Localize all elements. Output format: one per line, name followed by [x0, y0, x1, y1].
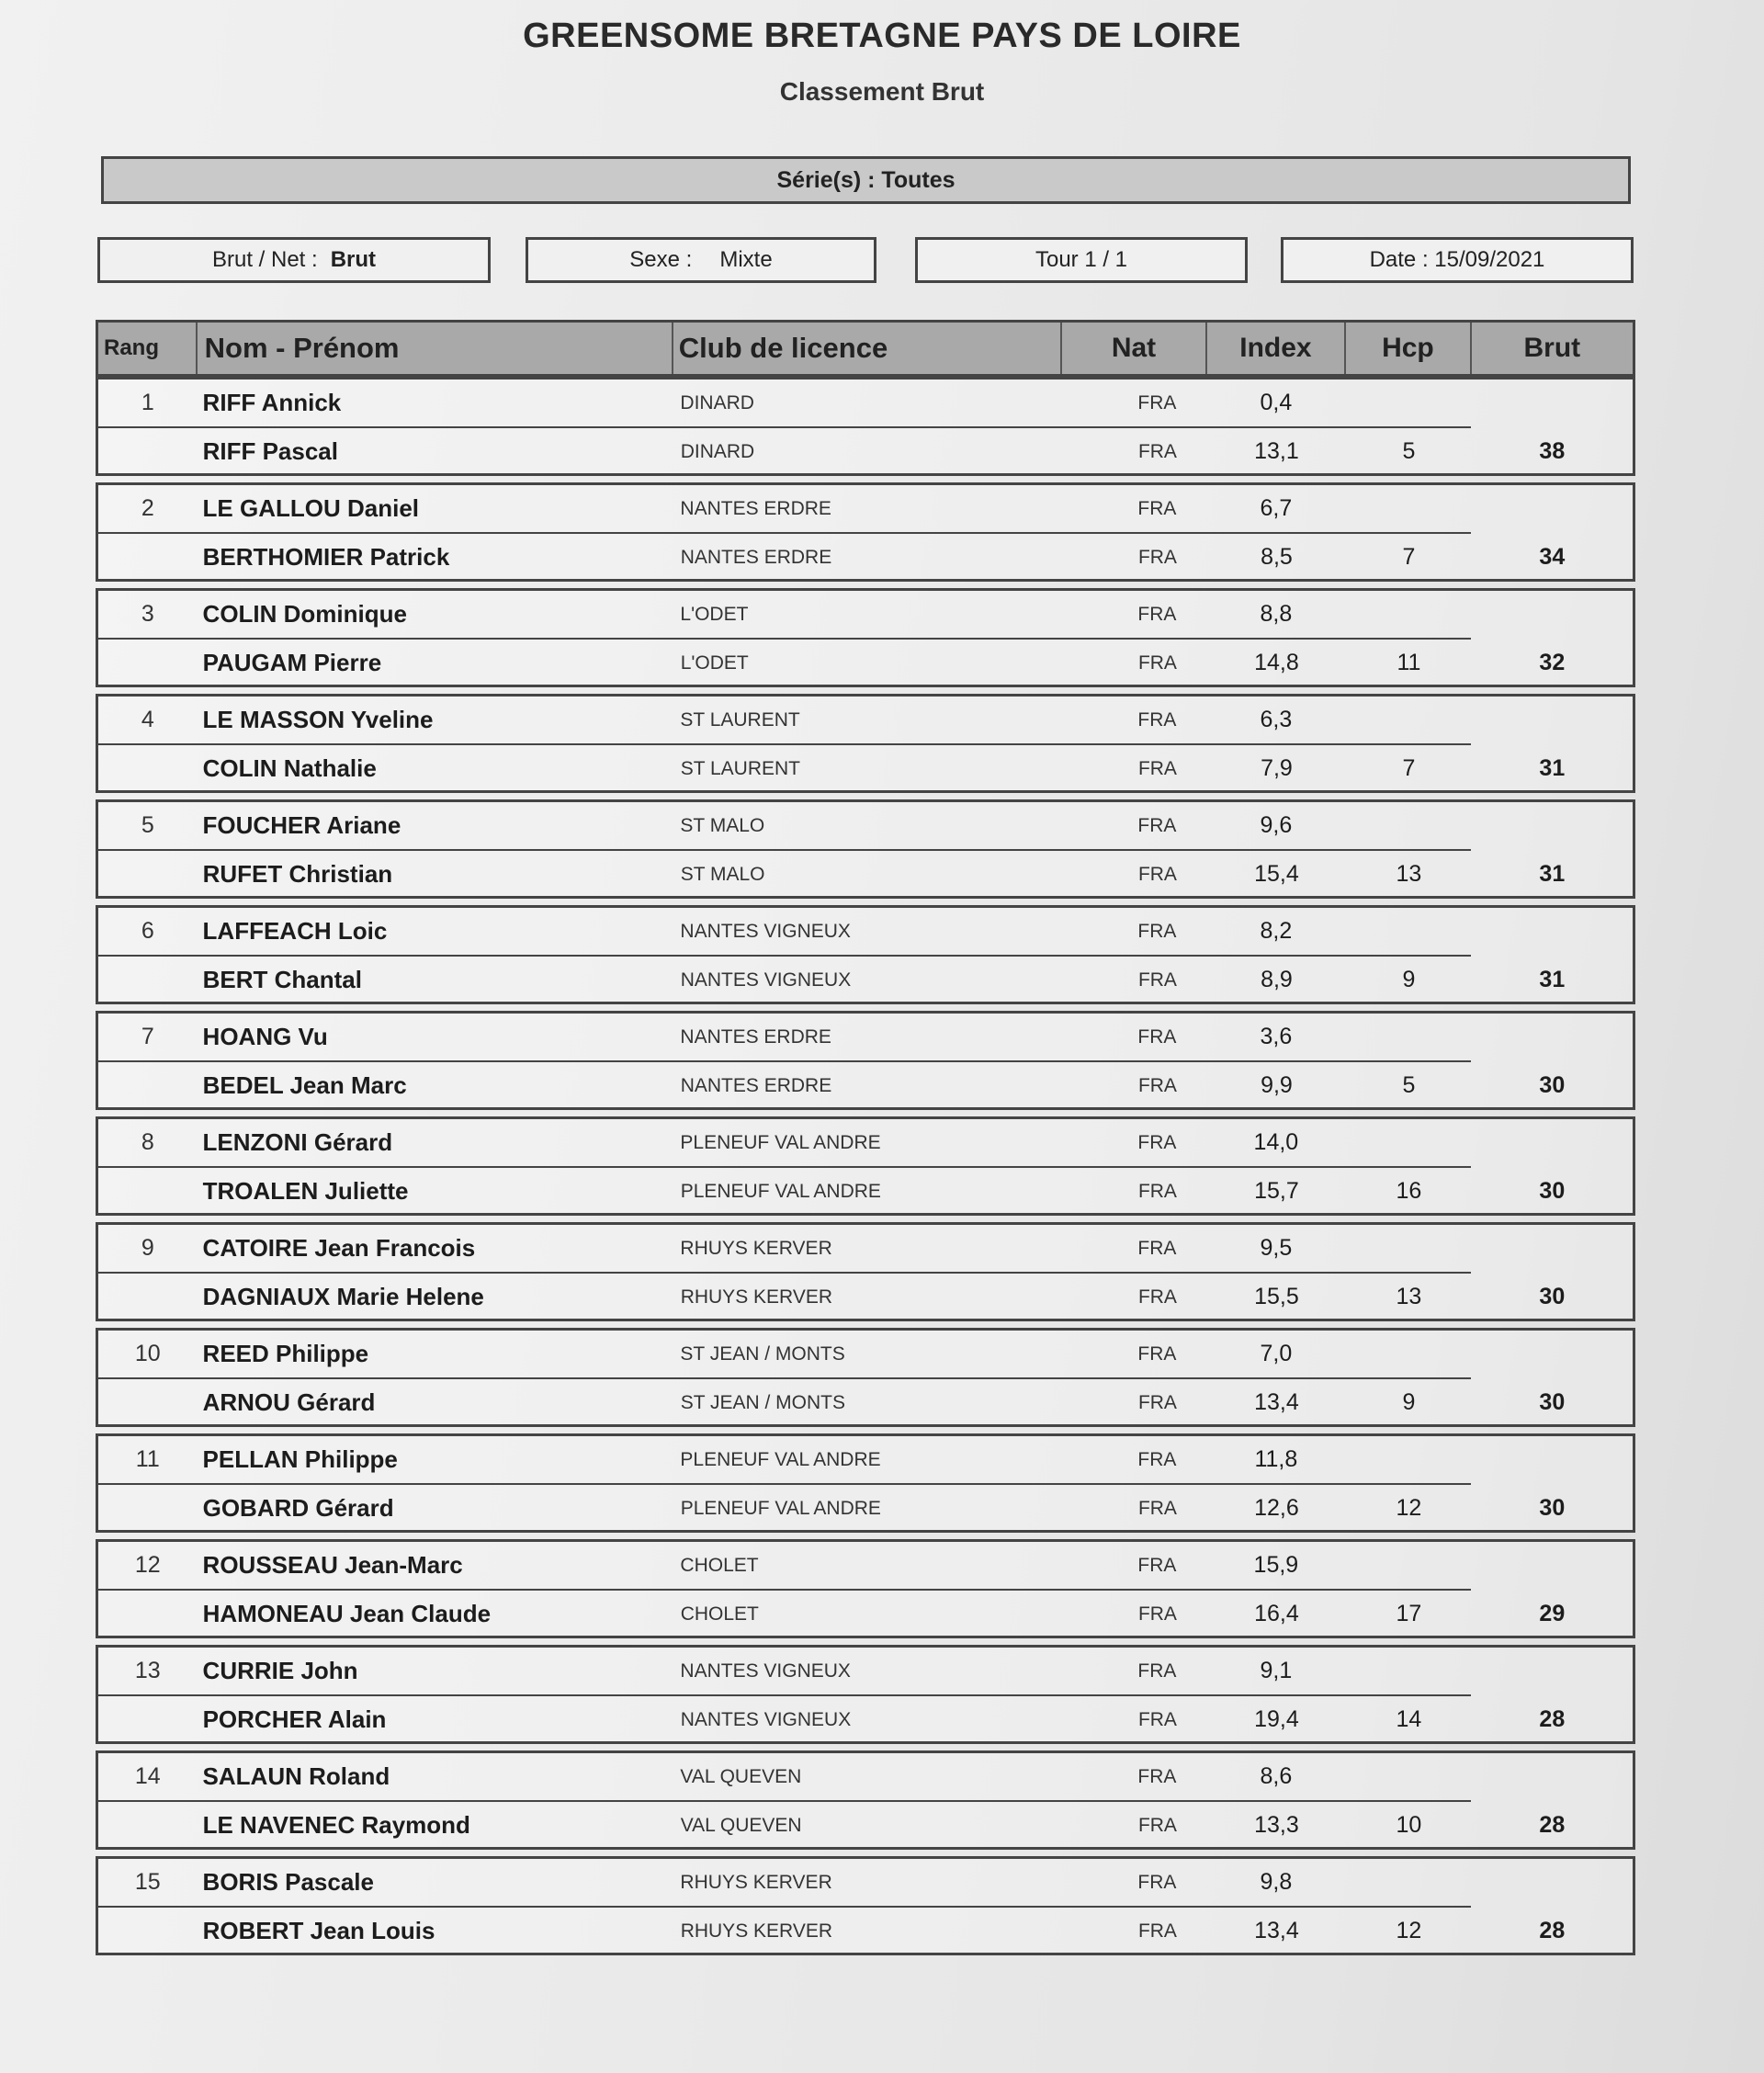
- index-cell: 8,9: [1261, 967, 1293, 992]
- sexe-box: [526, 237, 876, 283]
- player-row: [98, 1119, 1471, 1168]
- player-name: COLIN Nathalie: [202, 754, 377, 782]
- index-cell: 9,5: [1260, 1235, 1293, 1261]
- player-name: ROUSSEAU Jean-Marc: [202, 1551, 463, 1579]
- player-row: [98, 697, 1471, 745]
- brut-cell: 30: [1539, 1389, 1566, 1415]
- nat-cell: FRA: [1137, 1286, 1177, 1308]
- player-name: PELLAN Philippe: [202, 1445, 398, 1473]
- col-nom: Nom - Prénom: [198, 323, 673, 374]
- hcp-cell: 14: [1396, 1706, 1422, 1732]
- nat-cell: FRA: [1137, 651, 1177, 674]
- ranking-group: [96, 799, 1635, 899]
- brut-cell: 30: [1539, 1178, 1566, 1204]
- player-name: RIFF Annick: [202, 389, 342, 416]
- brut-cell: 32: [1539, 650, 1566, 675]
- rank-cell: 8: [141, 1129, 154, 1155]
- hcp-cell: 5: [1402, 1072, 1416, 1098]
- nat-cell: FRA: [1137, 969, 1177, 991]
- nat-cell: FRA: [1137, 1871, 1177, 1893]
- index-cell: 9,8: [1260, 1869, 1293, 1895]
- player-name: GOBARD Gérard: [202, 1494, 394, 1522]
- col-nat: Nat: [1062, 323, 1206, 374]
- player-row: [98, 428, 1633, 475]
- ranking-group: [96, 1011, 1635, 1110]
- club-cell: VAL QUEVEN: [680, 1814, 802, 1836]
- index-cell: 9,1: [1260, 1658, 1293, 1683]
- index-cell: 13,1: [1254, 438, 1299, 464]
- nat-cell: FRA: [1137, 814, 1177, 836]
- player-row: [98, 957, 1633, 1003]
- player-row: [98, 1648, 1471, 1696]
- nat-cell: FRA: [1137, 1448, 1177, 1470]
- player-row: [98, 1485, 1633, 1532]
- nat-cell: FRA: [1137, 440, 1177, 462]
- rank-cell: 11: [135, 1446, 160, 1472]
- club-cell: ST JEAN / MONTS: [680, 1391, 845, 1413]
- nat-cell: FRA: [1137, 708, 1177, 731]
- brut-cell: 28: [1539, 1706, 1566, 1732]
- nat-cell: FRA: [1137, 546, 1177, 568]
- nat-cell: FRA: [1137, 391, 1177, 413]
- club-cell: PLENEUF VAL ANDRE: [680, 1448, 881, 1470]
- index-cell: 9,9: [1261, 1072, 1293, 1098]
- nat-cell: FRA: [1137, 1237, 1177, 1259]
- index-cell: 13,4: [1254, 1918, 1299, 1943]
- player-name: SALAUN Roland: [202, 1762, 390, 1790]
- player-name: DAGNIAUX Marie Helene: [202, 1283, 484, 1310]
- ranking-group: [96, 1645, 1635, 1744]
- player-name: LE MASSON Yveline: [202, 706, 434, 733]
- hcp-cell: 7: [1402, 755, 1416, 781]
- index-cell: 8,5: [1261, 544, 1293, 570]
- ranking-group: [96, 588, 1635, 687]
- rank-cell: 9: [141, 1235, 154, 1261]
- rank-cell: 2: [141, 495, 154, 521]
- club-cell: NANTES VIGNEUX: [680, 969, 852, 991]
- sexe-value: Mixte: [719, 247, 773, 272]
- index-cell: 12,6: [1254, 1495, 1299, 1521]
- hcp-cell: 17: [1396, 1601, 1422, 1626]
- hcp-cell: 9: [1402, 967, 1416, 992]
- club-cell: PLENEUF VAL ANDRE: [680, 1497, 881, 1519]
- col-brut: Brut: [1523, 333, 1581, 363]
- rank-cell: 1: [141, 390, 154, 415]
- player-name: CURRIE John: [202, 1657, 358, 1684]
- nat-cell: FRA: [1137, 863, 1177, 885]
- nat-cell: FRA: [1137, 1497, 1177, 1519]
- club-cell: ST LAURENT: [680, 757, 800, 779]
- player-row: [98, 1014, 1471, 1062]
- tour-box: [915, 237, 1248, 283]
- club-cell: NANTES ERDRE: [680, 546, 832, 568]
- club-cell: RHUYS KERVER: [680, 1237, 832, 1259]
- nat-cell: FRA: [1137, 1554, 1177, 1576]
- index-cell: 7,0: [1260, 1341, 1293, 1366]
- nat-cell: FRA: [1137, 1920, 1177, 1942]
- index-cell: 15,5: [1254, 1284, 1299, 1309]
- nat-cell: FRA: [1137, 920, 1177, 942]
- brut-cell: 31: [1539, 967, 1566, 992]
- index-cell: 0,4: [1260, 390, 1293, 415]
- rank-cell: 14: [134, 1763, 161, 1789]
- index-cell: 14,8: [1254, 650, 1299, 675]
- brut-net-label: Brut / Net :: [211, 247, 318, 272]
- player-name: COLIN Dominique: [202, 600, 407, 628]
- index-cell: 3,6: [1260, 1024, 1293, 1049]
- index-cell: 15,9: [1253, 1552, 1299, 1578]
- brut-cell: 30: [1539, 1495, 1566, 1521]
- player-row: [98, 1274, 1633, 1320]
- player-name: HOANG Vu: [202, 1023, 328, 1050]
- player-row: [98, 534, 1633, 581]
- index-cell: 6,7: [1260, 495, 1293, 521]
- club-cell: NANTES ERDRE: [680, 497, 831, 519]
- player-name: LAFFEACH Loic: [202, 917, 388, 945]
- index-cell: 15,7: [1254, 1178, 1299, 1204]
- player-row: [98, 640, 1633, 686]
- brut-cell: 31: [1539, 755, 1566, 781]
- index-cell: 15,4: [1254, 861, 1299, 887]
- col-hcp: Hcp: [1346, 323, 1472, 374]
- player-row: [98, 908, 1471, 957]
- player-row: [98, 1225, 1471, 1274]
- col-club: Club de licence: [673, 323, 1062, 374]
- rank-cell: 5: [141, 812, 154, 838]
- player-name: BORIS Pascale: [202, 1868, 374, 1896]
- club-cell: NANTES ERDRE: [680, 1025, 831, 1048]
- club-cell: ST LAURENT: [680, 708, 800, 731]
- rank-cell: 15: [134, 1869, 161, 1895]
- player-name: TROALEN Juliette: [202, 1177, 409, 1205]
- club-cell: CHOLET: [680, 1603, 759, 1625]
- club-cell: NANTES VIGNEUX: [680, 1660, 851, 1682]
- player-name: LE NAVENEC Raymond: [202, 1811, 470, 1839]
- player-row: [98, 1591, 1633, 1637]
- club-cell: NANTES ERDRE: [680, 1074, 832, 1096]
- nat-cell: FRA: [1137, 1765, 1177, 1787]
- index-cell: 16,4: [1254, 1601, 1299, 1626]
- ranking-group: [96, 1116, 1635, 1216]
- hcp-cell: 12: [1396, 1495, 1422, 1521]
- hcp-cell: 9: [1402, 1389, 1416, 1415]
- player-row: [98, 1331, 1471, 1379]
- player-name: PAUGAM Pierre: [202, 649, 382, 676]
- club-cell: L'ODET: [680, 603, 749, 625]
- player-name: RUFET Christian: [202, 860, 393, 888]
- ranking-group: [96, 1856, 1635, 1955]
- brut-cell: 38: [1539, 438, 1566, 464]
- document-subtitle: Classement Brut: [779, 77, 985, 106]
- ranking-group: [96, 1750, 1635, 1850]
- club-cell: RHUYS KERVER: [680, 1920, 833, 1942]
- index-cell: 9,6: [1260, 812, 1293, 838]
- club-cell: DINARD: [680, 440, 755, 462]
- index-cell: 13,3: [1254, 1812, 1299, 1838]
- player-name: LE GALLOU Daniel: [202, 494, 420, 522]
- rank-cell: 13: [134, 1658, 161, 1683]
- player-name: ARNOU Gérard: [202, 1388, 376, 1416]
- nat-cell: FRA: [1137, 1660, 1177, 1682]
- player-name: BERT Chantal: [202, 966, 362, 993]
- club-cell: ST JEAN / MONTS: [680, 1342, 845, 1365]
- player-name: FOUCHER Ariane: [202, 811, 401, 839]
- ranking-group: [96, 482, 1635, 582]
- brut-cell: 28: [1539, 1918, 1566, 1943]
- club-cell: ST MALO: [680, 863, 765, 885]
- hcp-cell: 5: [1402, 438, 1416, 464]
- index-cell: 7,9: [1261, 755, 1293, 781]
- date-label: Date : 15/09/2021: [1369, 247, 1545, 272]
- player-name: LENZONI Gérard: [202, 1128, 393, 1156]
- nat-cell: FRA: [1137, 1708, 1177, 1730]
- club-cell: RHUYS KERVER: [680, 1286, 833, 1308]
- player-row: [98, 745, 1633, 792]
- club-cell: NANTES VIGNEUX: [680, 920, 851, 942]
- player-row: [98, 851, 1633, 898]
- rank-cell: 4: [141, 707, 154, 732]
- player-name: CATOIRE Jean Francois: [202, 1234, 476, 1262]
- index-cell: 8,8: [1260, 601, 1293, 627]
- index-cell: 19,4: [1254, 1706, 1299, 1732]
- nat-cell: FRA: [1137, 1342, 1177, 1365]
- brut-cell: 30: [1539, 1072, 1566, 1098]
- brut-cell: 28: [1539, 1812, 1566, 1838]
- nat-cell: FRA: [1137, 1814, 1177, 1836]
- player-row: [98, 1436, 1471, 1485]
- rank-cell: 6: [141, 918, 154, 944]
- brut-net-box: [97, 237, 491, 283]
- brut-cell: 30: [1539, 1284, 1566, 1309]
- col-rang: Rang: [98, 323, 198, 374]
- player-row: [98, 1062, 1633, 1109]
- hcp-cell: 12: [1396, 1918, 1422, 1943]
- club-cell: CHOLET: [680, 1554, 759, 1576]
- club-cell: VAL QUEVEN: [680, 1765, 802, 1787]
- nat-cell: FRA: [1137, 757, 1177, 779]
- rank-cell: 10: [134, 1341, 161, 1366]
- ranking-table: [96, 320, 1635, 1955]
- index-cell: 6,3: [1260, 707, 1293, 732]
- player-row: [98, 1802, 1633, 1849]
- player-name: ROBERT Jean Louis: [202, 1917, 435, 1944]
- player-name: HAMONEAU Jean Claude: [202, 1600, 492, 1627]
- col-index: Index: [1207, 323, 1346, 374]
- player-row: [98, 1753, 1471, 1802]
- tour-label: Tour 1 / 1: [1035, 247, 1128, 272]
- rank-cell: 12: [134, 1552, 161, 1578]
- date-box: [1281, 237, 1634, 283]
- brut-cell: 34: [1539, 544, 1566, 570]
- club-cell: NANTES VIGNEUX: [680, 1708, 852, 1730]
- player-row: [98, 485, 1471, 534]
- nat-cell: FRA: [1137, 497, 1177, 519]
- player-row: [98, 1696, 1633, 1743]
- ranking-group: [96, 1539, 1635, 1638]
- club-cell: PLENEUF VAL ANDRE: [680, 1131, 881, 1153]
- rank-cell: 7: [141, 1024, 154, 1049]
- club-cell: ST MALO: [680, 814, 765, 836]
- player-row: [98, 591, 1471, 640]
- hcp-cell: 11: [1396, 650, 1421, 675]
- nat-cell: FRA: [1137, 1074, 1177, 1096]
- player-row: [98, 1379, 1633, 1426]
- brut-cell: 31: [1539, 861, 1566, 887]
- brut-cell: 29: [1539, 1601, 1566, 1626]
- nat-cell: FRA: [1137, 1131, 1177, 1153]
- ranking-group: [96, 694, 1635, 793]
- sexe-label: Sexe :: [629, 247, 693, 272]
- nat-cell: FRA: [1137, 1025, 1177, 1048]
- index-cell: 14,0: [1253, 1129, 1299, 1155]
- player-name: BERTHOMIER Patrick: [202, 543, 450, 571]
- hcp-cell: 13: [1396, 861, 1422, 887]
- index-cell: 13,4: [1254, 1389, 1299, 1415]
- player-row: [98, 802, 1471, 851]
- table-header: [96, 320, 1635, 377]
- club-cell: RHUYS KERVER: [680, 1871, 832, 1893]
- club-cell: PLENEUF VAL ANDRE: [680, 1180, 881, 1202]
- hcp-cell: 7: [1402, 544, 1416, 570]
- ranking-group: [96, 905, 1635, 1004]
- index-cell: 8,2: [1260, 918, 1293, 944]
- hcp-cell: 13: [1396, 1284, 1422, 1309]
- nat-cell: FRA: [1137, 603, 1177, 625]
- player-row: [98, 1542, 1471, 1591]
- table-body: [96, 377, 1635, 1955]
- club-cell: DINARD: [680, 391, 754, 413]
- player-row: [98, 1908, 1633, 1954]
- nat-cell: FRA: [1137, 1603, 1177, 1625]
- brut-net-value: Brut: [330, 247, 377, 272]
- ranking-group: [96, 377, 1635, 476]
- ranking-group: [96, 1433, 1635, 1533]
- player-name: REED Philippe: [202, 1340, 369, 1367]
- index-cell: 11,8: [1254, 1446, 1298, 1472]
- nat-cell: FRA: [1137, 1391, 1177, 1413]
- rank-cell: 3: [141, 601, 154, 627]
- document-title: GREENSOME BRETAGNE PAYS DE LOIRE: [523, 17, 1241, 55]
- player-row: [98, 379, 1471, 428]
- series-bar: Série(s) : Toutes: [101, 156, 1631, 204]
- hcp-cell: 10: [1396, 1812, 1422, 1838]
- hcp-cell: 16: [1396, 1178, 1422, 1204]
- ranking-group: [96, 1328, 1635, 1427]
- player-name: PORCHER Alain: [202, 1705, 387, 1733]
- index-cell: 8,6: [1260, 1763, 1293, 1789]
- player-row: [98, 1859, 1471, 1908]
- club-cell: L'ODET: [680, 651, 749, 674]
- player-name: RIFF Pascal: [202, 437, 338, 465]
- nat-cell: FRA: [1137, 1180, 1177, 1202]
- ranking-group: [96, 1222, 1635, 1321]
- player-name: BEDEL Jean Marc: [202, 1071, 407, 1099]
- player-row: [98, 1168, 1633, 1215]
